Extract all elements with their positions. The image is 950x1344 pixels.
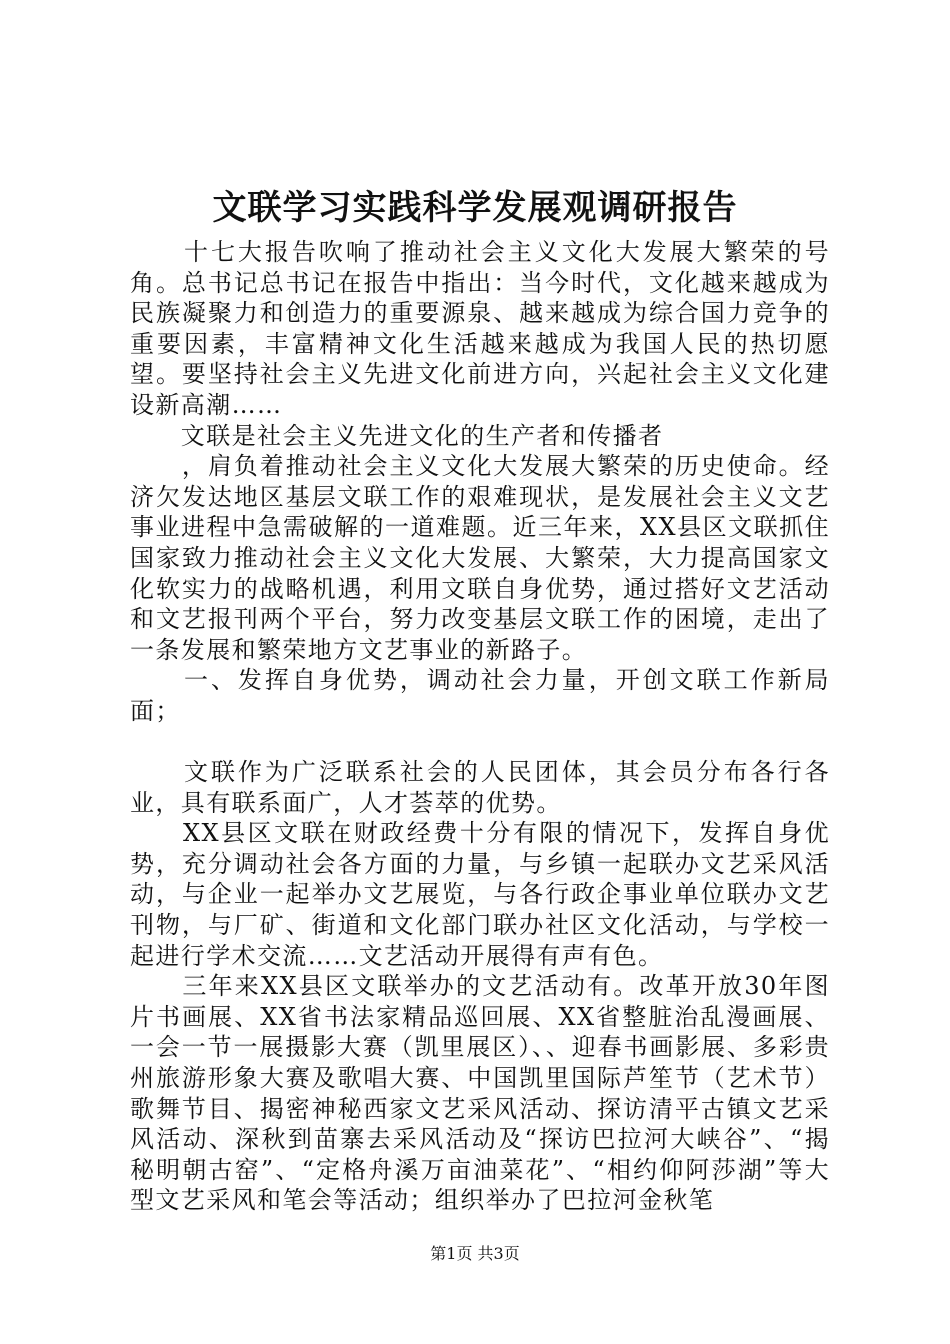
paragraph-4: 文联作为广泛联系社会的人民团体，其会员分布各行各业，具有联系面广，人才荟萃的优势。 [130, 758, 830, 817]
paragraph-1: 十七大报告吹响了推动社会主义文化大发展大繁荣的号角。总书记总书记在报告中指出：当今时代，文化越来越成为民族凝聚力和创造力的重要源泉、越来越成为综合国力竞争的重要因素，丰富精神文化生活越来越成为我国人民的热切愿望。要坚持社会主义先进文化前进方向，兴起社会主义文化建设新高潮…… [130, 238, 830, 419]
paragraph-2: 文联是社会主义先进文化的生产者和传播者 [130, 421, 664, 450]
paragraph-5: XX县区文联在财政经费十分有限的情况下，发挥自身优势，充分调动社会各方面的力量，与乡镇一起联办文艺采风活动，与企业一起举办文艺展览，与各行政企事业单位联办文艺刊物，与厂矿、街道和文化部门联办社区文化活动，与学校一起进行学术交流……文艺活动开展得有声有色。 [130, 819, 830, 970]
page-footer: 第1页 共3页 [430, 1244, 520, 1263]
section-heading-1: 一、发挥自身优势，调动社会力量，开创文联工作新局面； [130, 666, 830, 725]
document-title: 文联学习实践科学发展观调研报告 [212, 188, 738, 228]
document-body [130, 237, 830, 1216]
paragraph-6: 三年来XX县区文联举办的文艺活动有。改革开放30年图片书画展、XX省书法家精品巡回展、XX省整脏治乱漫画展、一会一节一展摄影大赛（凯里展区）、、迎春书画影展、多彩贵州旅游形象大赛及歌唱大赛、中国凯里国际芦笙节（艺术节）歌舞节目、揭密神秘西家文艺采风活动、探访清平古镇文艺采风活动、深秋到苗寨去采风活动及“探访巴拉河大峡谷”、“揭秘明朝古窑”、“定格舟溪万亩油菜花”、“相约仰阿莎湖”等大型文艺采风和笔会等活动；组织举办了巴拉河金秋笔 [130, 972, 830, 1215]
paragraph-3: ，肩负着推动社会主义文化大发展大繁荣的历史使命。经济欠发达地区基层文联工作的艰难现状，是发展社会主义文艺事业进程中急需破解的一道难题。近三年来，XX县区文联抓住国家致力推动社会主义文化大发展、大繁荣，大力提高国家文化软实力的战略机遇，利用文联自身优势，通过搭好文艺活动和文艺报刊两个平台，努力改变基层文联工作的困境，走出了一条发展和繁荣地方文艺事业的新路子。 [130, 452, 830, 664]
blank-line [130, 727, 830, 758]
